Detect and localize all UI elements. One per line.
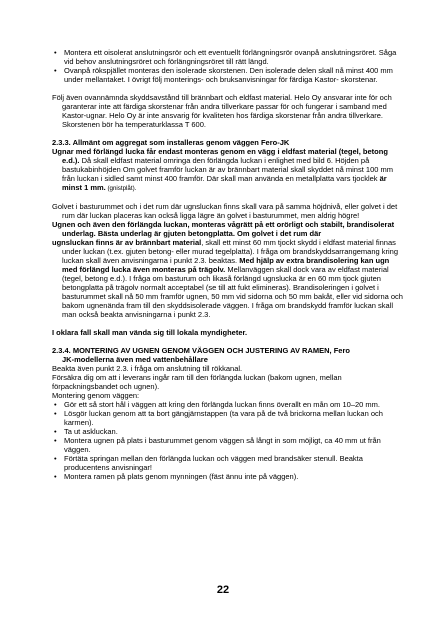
- paragraph-233-1: [52, 147, 404, 193]
- intro-line: Beakta även punkt 2.3. i fråga om anslutning till rökkanal.: [52, 364, 243, 373]
- body-text: Då skall eldfast material omringa den förlängda luckan i enlighet med bild 6. Höjden på bastukabinhöjden Om golvet framför luckan är av brännbart material skall skyddet nå minst 100 mm från luckan i sidled samt minst 400 framför. Där skall man använda en metallplatta vars tjocklek: [62, 156, 393, 183]
- intro-line: Montering genom väggen:: [52, 391, 140, 400]
- section-heading-234: [52, 346, 404, 364]
- paragraph-follow: Följ även ovannämnda skyddsavstånd till brännbart och eldfast material. Helo Oy ansvarar inte för och garanterar inte att färdiga skorstenar från andra tillverkare passar för och fungerar i samband med Kastor-ugnar. Helo Oy är inte ansvarig för kvaliteten hos färdiga skorstenar från andra tillverkare. Skorstenen bör ha temperaturklassa T 600.: [52, 93, 392, 129]
- list-item: • Ta ut askluckan.: [52, 427, 404, 436]
- list-item: • Montera ramen på plats genom mynningen (fäst ännu inte på väggen).: [52, 472, 404, 481]
- bold-text: Med hjälp av extra brandisolering kan ugn med förlängd lucka även monteras på trägolv.: [62, 256, 390, 274]
- paragraph-233-2: Golvet i basturummet och i det rum där ugnsluckan finns skall vara på samma höjdnivå, eller golvet i det rum där luckan placeras kan också ligga lägre än golvet i basturummet, men aldrig högre!: [52, 202, 398, 220]
- paragraph-233-3: Ugnen och även den förlängda luckan, monteras vågrätt på ett orörligt och stabilt, brandisolerat underlag. Bästa underlag är gjuten betongplatta. Om golvet i det rum där: [52, 220, 395, 238]
- intro-line: Försäkra dig om att i leverans ingår ram till den förlängda luckan (bakom ugnen, mellan förpackningsbandet och ugnen).: [52, 373, 342, 391]
- small-text: (gnistplåt).: [105, 185, 137, 192]
- paragraph-233-4: [52, 238, 404, 319]
- list-item: • Ovanpå rökspjället monteras den isolerade skorstenen. Den isolerade delen skall nå minst 400 mm under mellantaket. I övrigt följ monterings- och bruksanvisningar för färdiga Kastor- skorstenar.: [52, 66, 404, 84]
- bullet-list-234: [52, 400, 404, 481]
- list-item: • Förtäta springan mellan den förlängda luckan och väggen med brandsäker stenull. Beakta producentens anvisningar!: [52, 454, 404, 472]
- bold-text: är minst 1 mm.: [62, 174, 387, 192]
- bold-text: ugnsluckan finns är av brännbart material: [52, 238, 202, 247]
- bullet-list-top: [52, 48, 404, 84]
- page-number: 22: [216, 584, 230, 596]
- notice-text: I oklara fall skall man vända sig till lokala myndigheter.: [52, 328, 248, 337]
- list-item: • Gör ett så stort hål i väggen att kring den förlängda luckan finns överallt en mån om 10–20 mm.: [52, 400, 404, 409]
- body-text: , skall ett minst 60 mm tjockt skydd i eldfast material finnas under luckan (t.ex. gjuten betong- eller murad tegelplatta). I fråga om brandskyddsarrangemang kring luckan skall även anvisningarna i punkt 2.3. beaktas.: [62, 238, 399, 265]
- list-item: • Montera ugnen på plats i basturummet genom väggen så långt in som möjligt, ca 40 mm ut från väggen.: [52, 436, 404, 454]
- heading-line: JK-modellerna även med vattenbehållare: [62, 355, 208, 364]
- body-text: Mellanväggen skall dock vara av eldfast material (tegel, betong e.d.). I fråga om basturum och likaså förlängd ugnslucka är en 60 mm tjock gjuten betongplatta på trägolv normalt acceptabel (se till att fukt elimineras). Brandisoleringen i golvet i basturummet skall nå 50 mm framför ugnen, 50 mm vid sidorna och 50 mm bakåt, eller vid sidorna och bakom ugnenända fram till den skyddsisolerade väggen. I fråga om brandskydd framför luckan skall man också beakta anvisningarna i punkt 2.3.: [62, 265, 403, 319]
- list-item: • Montera ett oisolerat anslutningsrör och ett eventuellt förlängningsrör ovanpå anslutningsröret. Såga vid behov anslutningsröret och förlängningsröret till rätt längd.: [52, 48, 404, 66]
- list-item: • Lösgör luckan genom att ta bort gängjärnstappen (ta vara på de två brickorna mellan luckan och karmen).: [52, 409, 404, 427]
- bold-text: Ugnar med förlängd lucka får endast monteras genom en vägg i eldfast material (tegel, betong e.d.).: [52, 147, 388, 165]
- section-heading-233: 2.3.3. Allmänt om aggregat som installeras genom väggen Fero-JK: [52, 138, 290, 147]
- heading-line: 2.3.4. MONTERING AV UGNEN GENOM VÄGGEN OCH JUSTERING AV RAMEN, Fero: [52, 346, 350, 355]
- document-page: [52, 48, 404, 481]
